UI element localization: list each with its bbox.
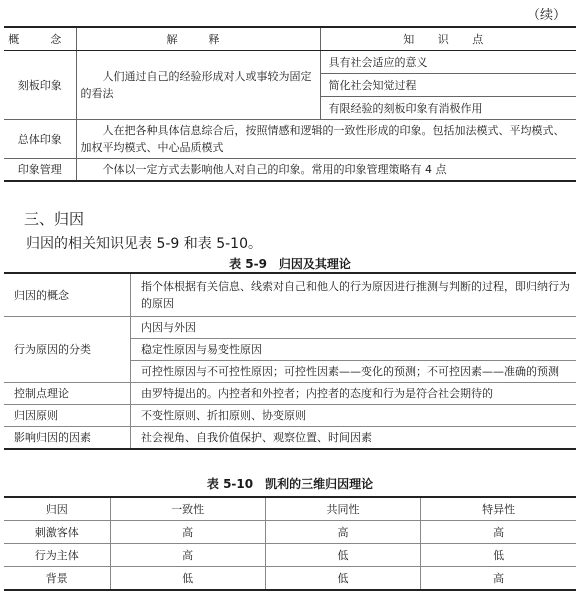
row-value: 指个体根据有关信息、线索对自己和他人的行为原因进行推测与判断的过程，即归纳行为的原因	[131, 273, 577, 317]
header-cell: 归因	[4, 497, 110, 521]
knowledge-point: 具有社会适应的意义	[320, 51, 576, 74]
explanation-cell: 人在把各种具体信息综合后，按照情感和逻辑的一致性形成的印象。包括加法模式、平均模式、加权平均模式、中心品质模式	[76, 120, 576, 159]
table-row	[4, 120, 576, 159]
table-cell: 高	[110, 521, 265, 544]
row-label: 背景	[4, 567, 110, 591]
row-label: 影响归因的因素	[4, 427, 131, 450]
explanation-cell: 人们通过自己的经验形成对人或事较为固定的看法	[76, 51, 320, 120]
table-cell: 高	[110, 544, 265, 567]
header-explanation: 解 释	[76, 27, 320, 51]
concept-cell: 印象管理	[4, 159, 76, 182]
table-row	[4, 383, 576, 405]
row-label: 行为原因的分类	[4, 317, 131, 383]
table-row	[4, 273, 576, 317]
table-cell: 低	[265, 567, 420, 591]
row-label: 归因原则	[4, 405, 131, 427]
row-value: 不变性原则、折扣原则、协变原则	[131, 405, 577, 427]
table-cell: 低	[265, 544, 420, 567]
table-header-row	[4, 497, 576, 521]
concept-cell: 总体印象	[4, 120, 76, 159]
impression-table	[4, 26, 576, 182]
table-caption: 表 5-10 凯利的三维归因理论	[206, 477, 374, 491]
explanation-cell: 个体以一定方式去影响他人对自己的印象。常用的印象管理策略有 4 点	[76, 159, 576, 182]
row-value: 由罗特提出的。内控者和外控者；内控者的态度和行为是符合社会期待的	[131, 383, 577, 405]
table-row	[4, 159, 576, 182]
kelley-attribution-table	[4, 496, 576, 591]
table-header-row	[4, 27, 576, 51]
row-label: 归因的概念	[4, 273, 131, 317]
table-row	[4, 317, 576, 339]
row-value: 社会视角、自我价值保护、观察位置、时间因素	[131, 427, 577, 450]
header-cell: 共同性	[265, 497, 420, 521]
table-cell: 高	[421, 567, 576, 591]
table-row	[4, 521, 576, 544]
section-title: 三、归因	[24, 210, 85, 228]
table-cell: 低	[110, 567, 265, 591]
table-caption: 表 5-9 归因及其理论	[229, 257, 351, 271]
row-label: 刺激客体	[4, 521, 110, 544]
row-value: 可控性原因与不可控性原因；可控性因素——变化的预测；不可控因素——准确的预测	[131, 361, 577, 383]
table-row	[4, 51, 576, 74]
header-concept: 概 念	[4, 27, 76, 51]
header-knowledge-points: 知 识 点	[320, 27, 576, 51]
table-cell: 低	[421, 544, 576, 567]
table-cell: 高	[265, 521, 420, 544]
row-label: 控制点理论	[4, 383, 131, 405]
header-cell: 特异性	[421, 497, 576, 521]
table-row	[4, 567, 576, 591]
row-label: 行为主体	[4, 544, 110, 567]
attribution-table	[4, 272, 576, 450]
header-cell: 一致性	[110, 497, 265, 521]
table-row	[4, 427, 576, 450]
continued-mark: （续）	[526, 8, 566, 23]
table-row	[4, 405, 576, 427]
knowledge-point: 有限经验的刻板印象有消极作用	[320, 97, 576, 120]
row-value: 稳定性原因与易变性原因	[131, 339, 577, 361]
table-cell: 高	[421, 521, 576, 544]
table-row	[4, 544, 576, 567]
concept-cell: 刻板印象	[4, 51, 76, 120]
knowledge-point: 简化社会知觉过程	[320, 74, 576, 97]
intro-text: 归因的相关知识见表 5-9 和表 5-10。	[26, 236, 262, 252]
row-value: 内因与外因	[131, 317, 577, 339]
